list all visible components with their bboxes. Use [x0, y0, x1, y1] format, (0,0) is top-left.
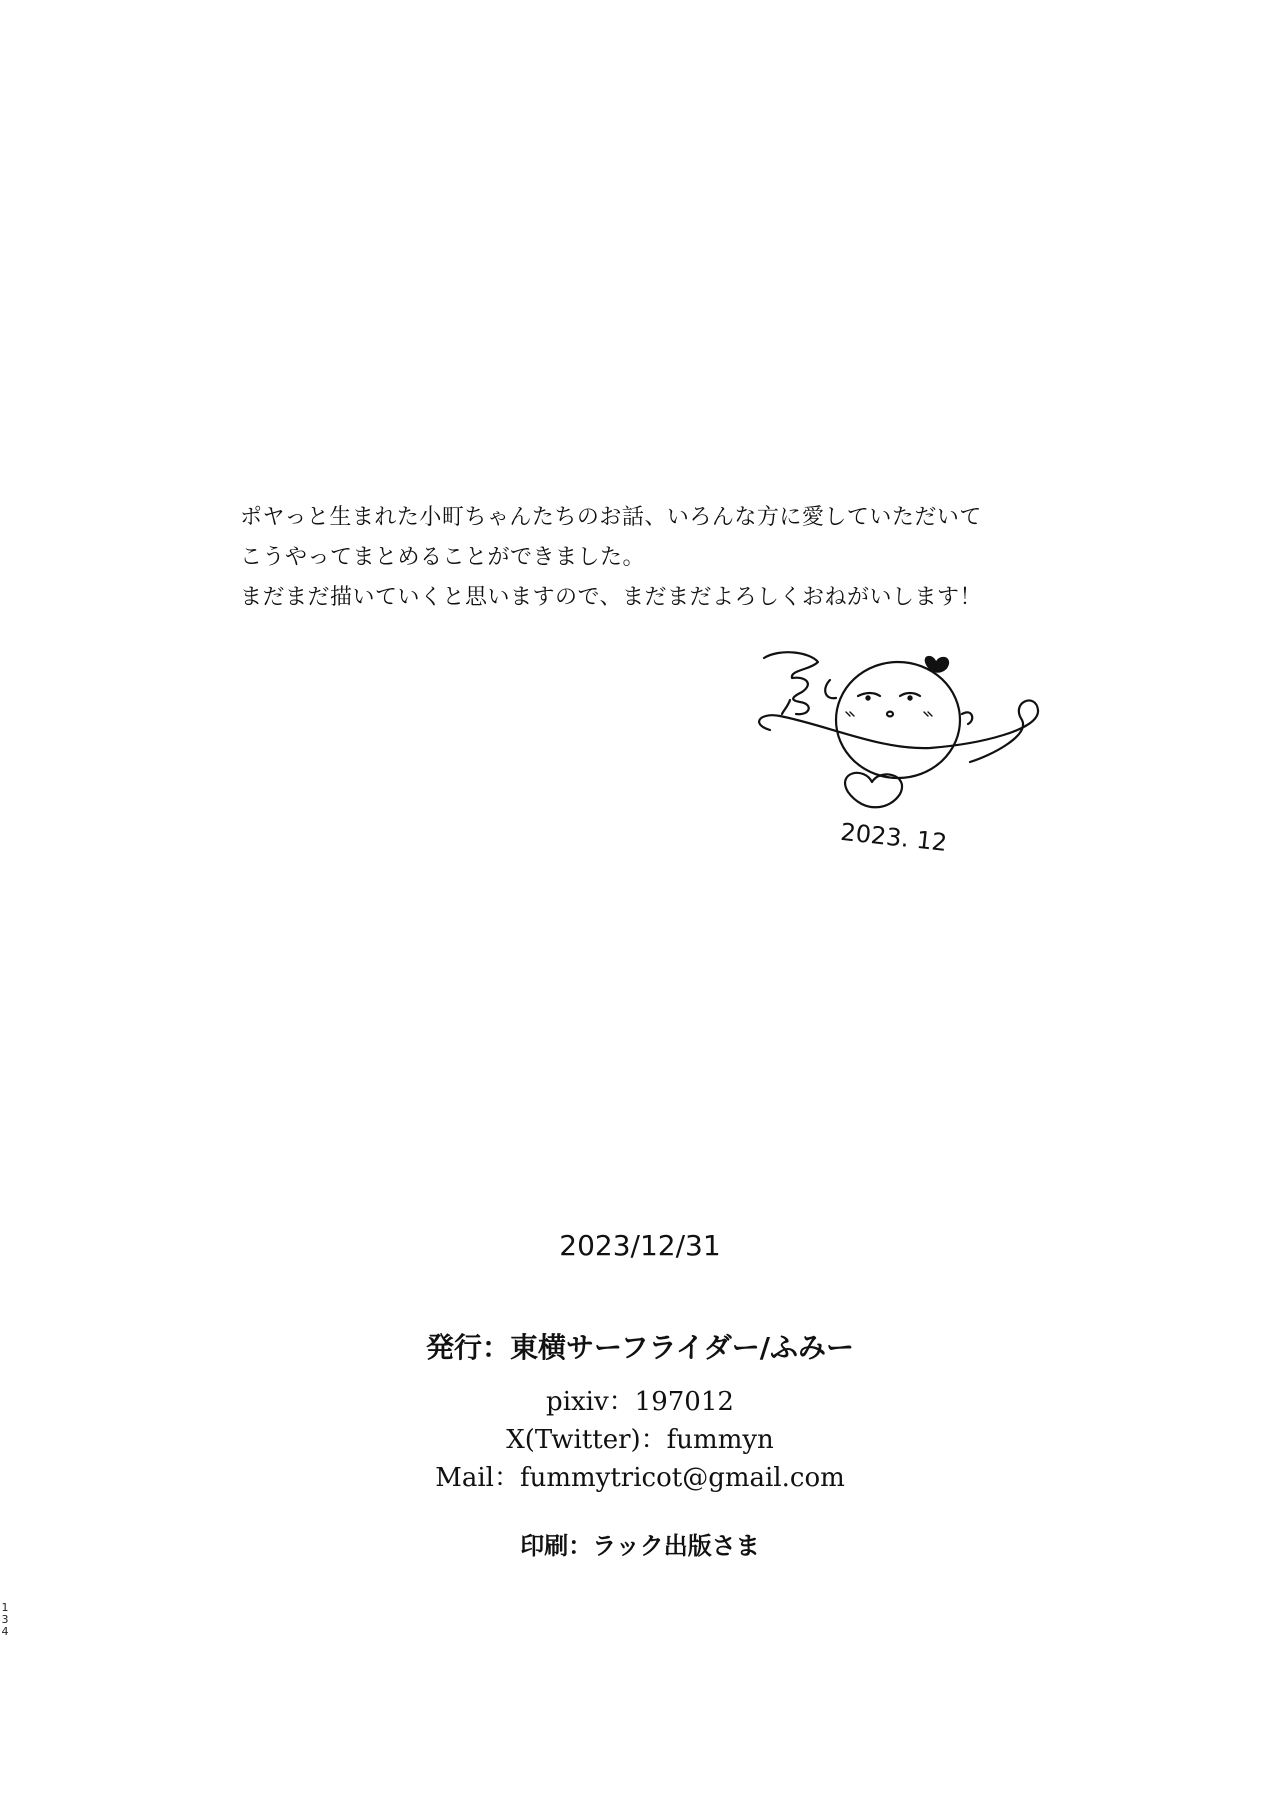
afterword-line-2: こうやってまとめることができました。 — [240, 545, 646, 570]
twitter-line: X(Twitter)：fummyn — [506, 1425, 774, 1455]
mail-line: Mail：fummytricot@gmail.com — [435, 1463, 845, 1493]
afterword-line-1: ポヤっと生まれた小町ちゃんたちのお話、いろんな方に愛していただいて — [240, 505, 982, 530]
page-number-digit: 3 — [1, 1613, 9, 1626]
pixiv-line: pixiv：197012 — [546, 1387, 734, 1417]
page-number-digit: 4 — [1, 1625, 9, 1638]
handwritten-date: 2023. 12 — [839, 817, 949, 857]
page-number — [0, 1602, 10, 1638]
page-number-digit: 1 — [1, 1601, 9, 1614]
signature-scribble — [764, 652, 818, 714]
character-body-icon — [836, 662, 960, 778]
signature-loop — [759, 701, 1038, 762]
signature-doodle — [740, 640, 1080, 860]
afterword-text — [240, 498, 1140, 618]
afterword-line-3: まだまだ描いていくと思いますので、まだまだよろしくおねがいします！ — [240, 585, 983, 610]
printer-line: 印刷：ラック出版さま — [520, 1532, 760, 1560]
publication-date: 2023/12/31 — [559, 1229, 721, 1262]
publisher-line: 発行：東横サーフライダー/ふみー — [426, 1331, 854, 1364]
